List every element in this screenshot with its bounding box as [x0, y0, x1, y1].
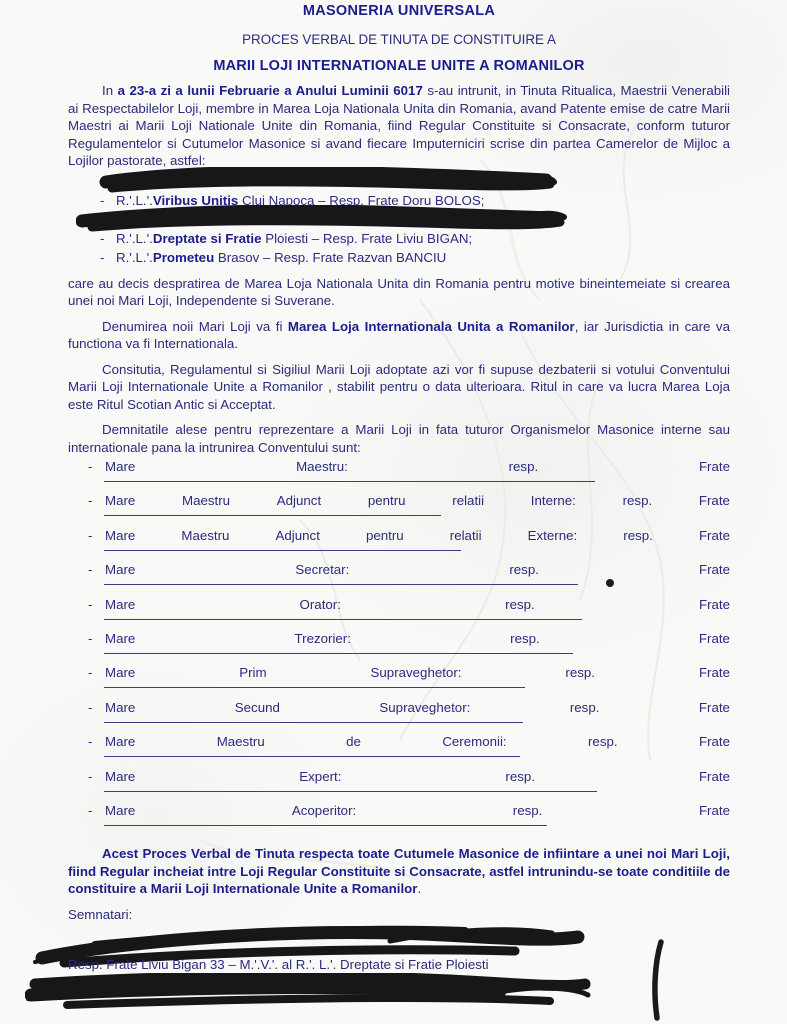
signatories-label: Semnatari:	[68, 906, 133, 922]
fill-in-underline	[104, 619, 582, 620]
dignity-word: resp.	[508, 459, 539, 474]
list-dash: -	[88, 562, 93, 578]
intro-date: a 23-a zi a lunii Februarie a Anului Luminii 6017	[117, 83, 423, 98]
lodge-prefix: R.'.L.'.	[116, 249, 153, 265]
fill-in-underline	[104, 550, 461, 551]
naming-lodge-name: Marea Loja Internationala Unita a Romanilor	[287, 318, 575, 334]
dignity-word: resp.	[569, 699, 600, 715]
dignity-word: resp.	[623, 527, 653, 543]
lodge-detail: Ploiesti – Resp. Frate Liviu BIGAN;	[261, 230, 473, 246]
naming-paragraph	[68, 318, 730, 353]
naming-pre: Denumirea noii Mari Loji va fi	[102, 318, 288, 334]
list-dash: -	[100, 249, 105, 265]
dignity-word: Maestru	[182, 493, 231, 509]
dignity-words	[105, 528, 730, 543]
dignity-row	[68, 597, 730, 631]
dignity-row	[68, 769, 730, 803]
dignity-row-text	[68, 562, 730, 577]
dignity-word: relatii	[449, 527, 482, 543]
doc-title-line-2: MARII LOJI INTERNATIONALE UNITE A ROMANILOR	[213, 58, 585, 74]
dignity-row-text	[68, 528, 730, 543]
dignity-word: Frate	[698, 768, 730, 784]
dignity-row	[68, 734, 730, 768]
dignity-word: Mare	[105, 459, 136, 474]
lodge-prefix: R.'.L.'.	[116, 192, 153, 208]
dignity-word: resp.	[505, 768, 535, 784]
dignity-words	[105, 769, 730, 784]
dignity-word: Supraveghetor:	[379, 699, 471, 715]
dignity-word: de	[346, 734, 361, 750]
lodge-list	[68, 172, 730, 267]
dignity-row-text	[68, 597, 730, 612]
dignity-word: Maestru	[216, 734, 265, 750]
dignity-row-text	[68, 803, 730, 818]
dignity-word: Adjunct	[275, 527, 320, 543]
dignity-word: Adjunct	[276, 493, 322, 509]
dignity-word: Frate	[698, 527, 730, 543]
dignity-words	[105, 631, 730, 646]
list-dash: -	[88, 665, 93, 681]
lodge-name: Viribus Unitis	[152, 192, 239, 208]
list-dash: -	[88, 768, 93, 784]
list-dash: -	[88, 699, 93, 715]
dignity-word: resp.	[565, 665, 595, 681]
org-title: MASONERIA UNIVERSALA	[302, 3, 496, 19]
dignity-word: Mare	[105, 630, 136, 646]
dignity-words	[105, 665, 730, 680]
dignity-word: Mare	[105, 596, 136, 612]
lodge-item-redacted	[68, 172, 730, 191]
naming-post: , iar Jurisdictia in care va functiona va fi Internationala.	[68, 318, 730, 351]
dignity-word: Frate	[698, 665, 730, 681]
dignity-word: Frate	[698, 734, 730, 750]
dignity-word: Trezorier:	[294, 630, 351, 646]
dignity-row-text	[68, 459, 730, 474]
lodge-name: Dreptate si Fratie	[152, 230, 262, 246]
dignity-row-text	[68, 734, 730, 749]
dignity-word: pentru	[365, 527, 404, 543]
document-content	[68, 0, 730, 922]
fill-in-underline	[104, 791, 597, 792]
pen-stroke	[646, 938, 672, 1022]
list-dash: -	[88, 734, 93, 750]
dignity-row	[68, 528, 730, 562]
dignity-word: Externe:	[527, 527, 578, 543]
dignity-row-text	[68, 665, 730, 680]
dignity-word: Maestru:	[296, 459, 348, 474]
lodge-prefix: R.'.L.'.	[116, 230, 153, 246]
dignity-word: Mare	[105, 734, 136, 750]
lodge-detail: Brasov – Resp. Frate Razvan BANCIU	[214, 249, 447, 265]
closing-period: .	[417, 881, 422, 897]
dignity-word: Frate	[698, 562, 730, 578]
dignity-words	[105, 700, 730, 715]
dignity-word: Frate	[698, 459, 730, 474]
dignity-word: Mare	[105, 665, 136, 681]
lodge-item	[68, 248, 730, 267]
dignity-word: pentru	[367, 493, 406, 509]
dignity-words	[105, 459, 730, 474]
dignity-word: Mare	[105, 493, 136, 509]
dignity-row	[68, 700, 730, 734]
dignity-word: Secretar:	[295, 562, 350, 578]
dignity-word: Frate	[698, 596, 730, 612]
dignity-word: Mare	[105, 699, 136, 715]
dignity-row	[68, 493, 730, 527]
signature-redaction-bottom	[25, 973, 600, 1015]
dignity-word: resp.	[509, 562, 539, 578]
dignity-word: resp.	[588, 734, 618, 750]
signature-line: Resp. Frate Liviu Bigan 33 – M.'.V.'. al R.'. L.'. Dreptate si Fratie Ploiesti	[68, 957, 489, 972]
dignity-word: Frate	[698, 493, 730, 509]
dignity-words	[105, 803, 730, 818]
dignity-word: Frate	[698, 630, 730, 646]
dignity-row-text	[68, 631, 730, 646]
intro-paragraph	[68, 82, 730, 170]
list-dash: -	[88, 802, 93, 818]
decision-paragraph: care au decis despratirea de Marea Loja Nationala Unita din Romania pentru motive bineintemeiate si crearea unei noi Mari Loji, Independente si Suverane.	[68, 275, 730, 308]
dignity-word: Interne:	[530, 493, 576, 509]
dignity-words	[105, 734, 730, 749]
doc-title-line-1: PROCES VERBAL DE TINUTA DE CONSTITUIRE A	[242, 32, 556, 47]
dignity-word: Maestru	[181, 527, 230, 543]
fill-in-underline	[104, 825, 547, 826]
fill-in-underline	[104, 653, 573, 654]
dignity-row-text	[68, 700, 730, 715]
dignity-word: Frate	[698, 699, 730, 715]
constitution-paragraph: Consitutia, Regulamentul si Sigiliul Marii Loji adoptate azi vor fi supuse dezbaterii si votului Conventului Marii Loji Internationale Unite a Romanilor , stabilit pentru o data ulterioara. Ritul in care va lucra Marea Loja este Ritul Scotian Antic si Acceptat.	[68, 361, 730, 412]
fill-in-underline	[104, 756, 520, 757]
lodge-name: Prometeu	[152, 249, 215, 265]
dignity-word: Ceremonii:	[442, 734, 507, 750]
fill-in-underline	[104, 515, 441, 516]
ink-dot	[606, 579, 614, 587]
list-dash: -	[88, 596, 93, 612]
intro-lead: In	[102, 83, 118, 98]
dignity-word: Supraveghetor:	[370, 665, 462, 681]
lodge-item-redacted	[68, 210, 730, 229]
dignity-word: Mare	[105, 802, 136, 818]
list-dash: -	[88, 459, 93, 474]
dignity-word: Mare	[105, 562, 136, 578]
dignity-row	[68, 459, 730, 493]
dignity-row	[68, 562, 730, 596]
dignity-row-text	[68, 769, 730, 784]
lodge-detail: Cluj Napoca – Resp. Frate Doru BOLOS;	[238, 192, 485, 208]
dignity-row	[68, 665, 730, 699]
dignity-word: Prim	[239, 665, 267, 681]
list-dash: -	[100, 230, 105, 246]
dignity-list	[68, 459, 730, 837]
dignity-row-text	[68, 493, 730, 508]
dignity-words	[105, 597, 730, 612]
dignity-word: resp.	[622, 493, 653, 509]
dignity-word: Secund	[234, 699, 280, 715]
list-dash: -	[88, 630, 93, 646]
fill-in-underline	[104, 687, 525, 688]
fill-in-underline	[104, 584, 578, 585]
fill-in-underline	[104, 481, 595, 482]
list-dash: -	[100, 192, 105, 208]
list-dash: -	[88, 527, 93, 543]
dignity-words	[105, 562, 730, 577]
dignity-word: Mare	[105, 768, 136, 784]
dignity-words	[105, 493, 730, 508]
dignity-word: resp.	[505, 596, 535, 612]
list-dash: -	[88, 493, 93, 509]
closing-paragraph	[68, 845, 730, 898]
dignity-row	[68, 803, 730, 837]
fill-in-underline	[104, 722, 523, 723]
dignity-word: relatii	[452, 493, 485, 509]
dignity-word: Orator:	[299, 596, 341, 612]
dignity-word: Acoperitor:	[291, 802, 357, 818]
dignity-word: Expert:	[299, 768, 342, 784]
dignity-word: resp.	[510, 630, 540, 646]
lodge-item	[68, 229, 730, 248]
dignity-word: Mare	[105, 527, 136, 543]
intro-rest: s-au intrunit, in Tinuta Ritualica, Maestrii Venerabili ai Respectabilelor Loji, membre in Marea Loja Nationala Unita din Romania, avand Patente emise de catre Marii Maestri ai Marii Loji Nationale Unite din Romania, fiind Regular Constituite si Consacrate, conform tuturor Regulamentelor si Cutumelor Masonice si avand fiecare Imputerniciri scrise din partea Camerelor de Mijloc a Lojilor pastorate, astfel:	[68, 83, 730, 168]
dignity-word: resp.	[512, 802, 543, 818]
dignity-word: Frate	[698, 802, 730, 818]
closing-text: Acest Proces Verbal de Tinuta respecta toate Cutumele Masonice de infiintare a unei noi Mari Loji, fiind Regular incheiat intre Loji Regular Constituite si Consacrate, astfel intrunindu-se toate conditiile de constituire a Marii Loji Internationale Unite a Romanilor	[68, 846, 730, 897]
dignity-row	[68, 631, 730, 665]
dignities-intro-paragraph: Demnitatile alese pentru reprezentare a Marii Loji in fata tuturor Organismelor Masonice interne sau internationale pana la intrunirea Conventului sunt:	[68, 422, 730, 455]
